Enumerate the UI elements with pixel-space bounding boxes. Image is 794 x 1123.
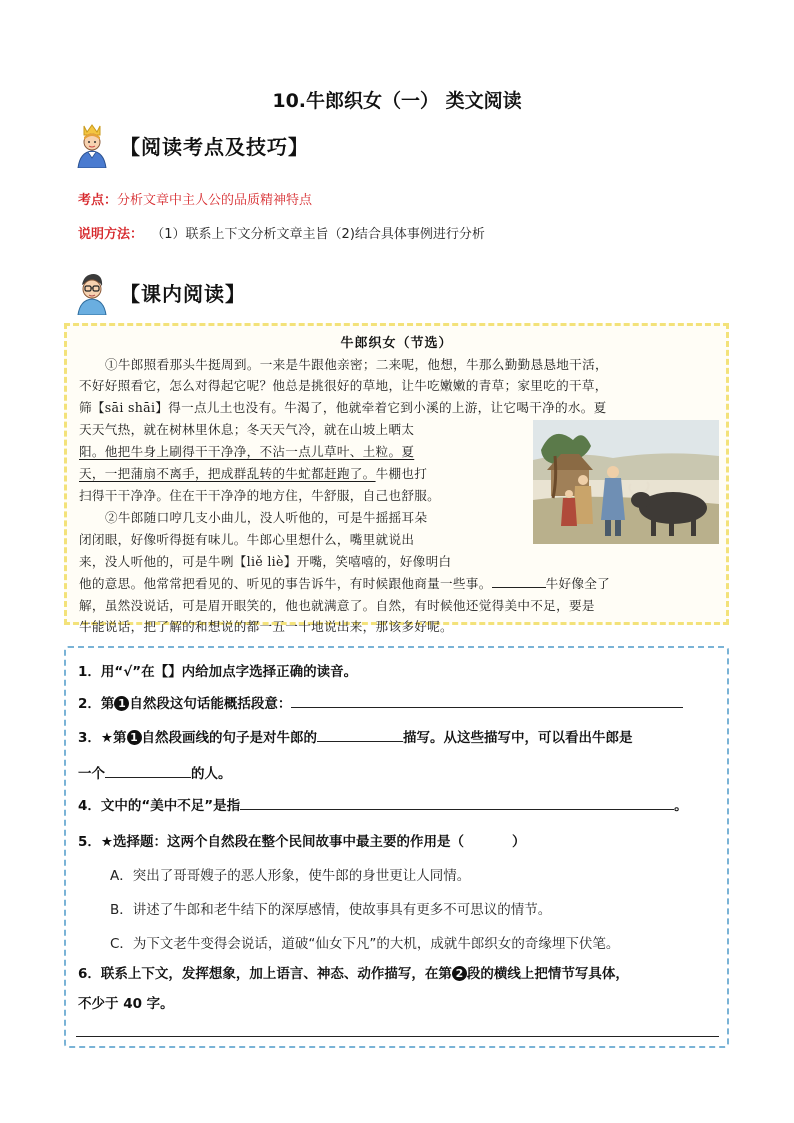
section-heading-skills	[72, 121, 309, 169]
kaodian-label: 考点：	[78, 193, 118, 208]
questions-box	[64, 646, 729, 1048]
question-6-cont: 不少于 40 字。	[78, 996, 174, 1012]
question-3-cont: 一个 的人。	[78, 766, 232, 782]
passage-line-underlined: 天，一把蒲扇不离手，把成群乱转的牛虻都赶跑了。牛棚也打	[79, 466, 428, 481]
option-c[interactable]: C．为下文老牛变得会说话，道破“仙女下凡”的大机，成就牛郎织女的奇缘埋下伏笔。	[110, 936, 620, 952]
section-heading-label: 【课内阅读】	[120, 281, 246, 306]
question-5: 5．★选择题：这两个自然段在整个民间故事中最主要的作用是（ ）	[78, 834, 526, 850]
kaodian-row	[78, 189, 312, 208]
answer-blank[interactable]	[240, 796, 674, 810]
question-3: 3．★第 1 自然段画线的句子是对牛郎的 描写。从这些描写中，可以看出牛郎是	[78, 730, 633, 746]
answer-blank[interactable]	[105, 764, 191, 778]
boy-with-glasses-avatar-icon	[72, 269, 112, 315]
section-heading-reading	[72, 268, 246, 316]
method-value: （1）联系上下文分析文章主旨（2)结合具体事例进行分析	[151, 227, 485, 242]
passage-line: 闭闭眼，好像听得挺有味儿。牛郎心里想什么，嘴里就说出	[79, 532, 415, 547]
answer-blank[interactable]	[291, 694, 683, 708]
passage-title: 牛郎织女（节选）	[340, 336, 453, 351]
passage-line: 来，没人听他的，可是牛咧【liě liè】开嘴，笑嘻嘻的，好像明白	[79, 554, 452, 569]
passage-line: 解，虽然没说话，可是眉开眼笑的，他也就满意了。自然，有时候他还觉得美中不足，要是	[79, 598, 595, 613]
page-title: 10.牛郎织女（一） 类文阅读	[272, 90, 522, 112]
passage-line: ②牛郎随口哼几支小曲儿，没人听他的，可是牛摇摇耳朵	[105, 510, 428, 525]
answer-blank[interactable]	[317, 728, 403, 742]
passage-line: 不好好照看它，怎么对得起它呢？他总是挑很好的草地，让牛吃嫩嫩的青草；家里吃的干草，	[79, 378, 608, 393]
passage-line: 天天气热，就在树林里休息；冬天天气冷，就在山坡上晒太	[79, 422, 415, 437]
circled-number-icon: 2	[452, 966, 467, 981]
section-heading-label: 【阅读考点及技巧】	[120, 134, 309, 159]
passage-line-underlined: 阳。他把牛身上刷得干干净净，不沾一点儿草叶、土粒。夏	[79, 444, 415, 459]
circled-number-icon: 1	[127, 730, 142, 745]
passage-line: 筛【sāi shāi】得一点儿土也没有。牛渴了，他就牵着它到小溪的上游，让它喝干净的水。夏	[79, 400, 607, 415]
question-6: 6．联系上下文，发挥想象，加上语言、神态、动作描写，在第 2 段的横线上把情节写具体，	[78, 966, 629, 982]
question-2: 2．第 1 自然段这句话能概括段意：	[78, 692, 683, 712]
method-label: 说明方法：	[78, 227, 144, 242]
answer-line[interactable]	[76, 1036, 719, 1037]
reading-passage-box	[64, 323, 729, 634]
option-a[interactable]: A．突出了哥哥嫂子的恶人形象，使牛郎的身世更让人同情。	[110, 868, 471, 884]
passage-line: 牛能说话，把了解的和想说的都一五一十地说出来，那该多好呢。	[79, 619, 453, 634]
cowherd-and-ox-illustration	[533, 420, 719, 544]
option-b[interactable]: B．讲述了牛郎和老牛结下的深厚感情，使故事具有更多不可思议的情节。	[110, 902, 552, 918]
circled-number-icon: 1	[114, 696, 129, 711]
passage-blank[interactable]	[492, 574, 546, 588]
question-4: 4．文中的“美中不足”是指 。	[78, 798, 688, 814]
passage-line: 扫得干干净净。住在干干净净的地方住，牛舒服，自己也舒服。	[79, 488, 441, 503]
passage-line: ①牛郎照看那头牛挺周到。一来是牛跟他亲密；二来呢，他想，牛那么勤勤恳恳地干活，	[105, 357, 608, 372]
prince-avatar-icon	[72, 122, 112, 168]
passage-line: 他的意思。他常常把看见的、听见的事告诉牛，有时候跟他商量一些事。 牛好像全了	[79, 576, 611, 591]
method-row	[78, 223, 485, 242]
kaodian-value: 分析文章中主人公的品质精神特点	[117, 193, 313, 208]
question-1: 1．用“√”在【】内给加点字选择正确的读音。	[78, 664, 358, 680]
